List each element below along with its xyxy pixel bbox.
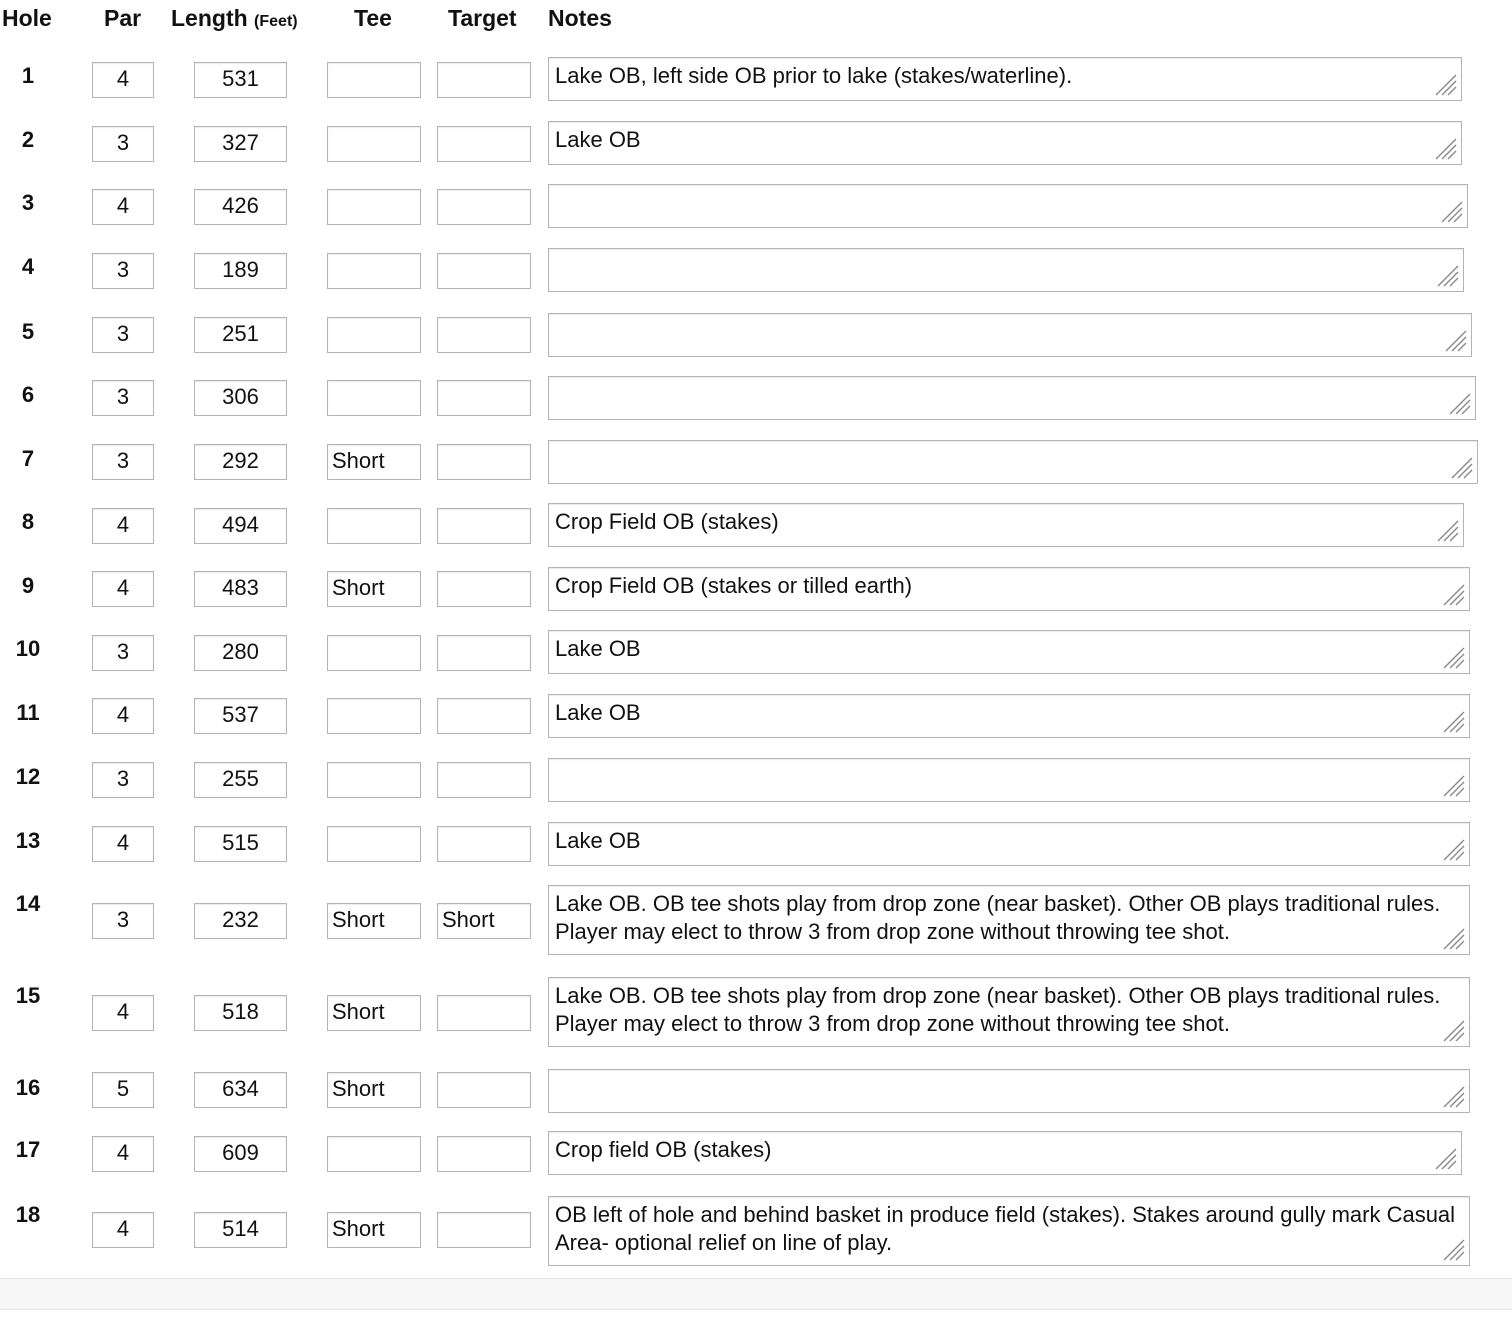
target-input[interactable] <box>437 762 531 798</box>
resize-grip-icon[interactable] <box>1432 1145 1458 1171</box>
header-notes: Notes <box>548 5 612 31</box>
length-input[interactable]: 327 <box>194 126 287 162</box>
notes-textarea[interactable] <box>548 1131 1462 1175</box>
notes-textarea[interactable] <box>548 1069 1470 1113</box>
par-input[interactable]: 4 <box>92 826 154 862</box>
resize-grip-icon[interactable] <box>1440 1017 1466 1043</box>
length-input[interactable]: 609 <box>194 1136 287 1172</box>
target-input[interactable] <box>437 189 531 225</box>
resize-grip-icon[interactable] <box>1442 327 1468 353</box>
target-input[interactable] <box>437 1072 531 1108</box>
par-input[interactable]: 4 <box>92 995 154 1031</box>
header-length-unit: (Feet) <box>254 13 298 30</box>
hole-number: 6 <box>21 382 35 407</box>
resize-grip-icon[interactable] <box>1434 262 1460 288</box>
tee-input[interactable] <box>327 380 421 416</box>
length-input[interactable]: 531 <box>194 62 287 98</box>
length-input[interactable]: 280 <box>194 635 287 671</box>
notes-text: Lake OB, left side OB prior to lake (stakes/waterline). <box>555 63 1073 88</box>
notes-textarea[interactable] <box>548 758 1470 802</box>
footer-bar <box>0 1278 1512 1310</box>
par-input[interactable]: 3 <box>92 126 154 162</box>
resize-grip-icon[interactable] <box>1434 517 1460 543</box>
target-input[interactable] <box>437 1136 531 1172</box>
hole-number: 17 <box>15 1137 41 1162</box>
notes-textarea[interactable] <box>548 1196 1470 1266</box>
hole-number: 8 <box>21 509 35 534</box>
length-input[interactable]: 494 <box>194 508 287 544</box>
notes-text: Crop field OB (stakes) <box>555 1137 772 1162</box>
notes-text: Lake OB <box>555 700 641 725</box>
resize-grip-icon[interactable] <box>1440 772 1466 798</box>
hole-number: 14 <box>15 891 41 916</box>
length-input[interactable]: 634 <box>194 1072 287 1108</box>
target-input[interactable] <box>437 571 531 607</box>
target-input[interactable] <box>437 380 531 416</box>
resize-grip-icon[interactable] <box>1440 1083 1466 1109</box>
target-input[interactable] <box>437 1212 531 1248</box>
tee-input[interactable]: Short <box>327 995 421 1031</box>
length-input[interactable]: 255 <box>194 762 287 798</box>
header-length-label: Length <box>171 5 248 31</box>
notes-text: Crop Field OB (stakes) <box>555 509 779 534</box>
notes-text: OB left of hole and behind basket in produce field (stakes). Stakes around gully mark Casual Area- optional relief on line of play. <box>555 1202 1456 1255</box>
header-length <box>171 5 298 32</box>
length-input[interactable]: 515 <box>194 826 287 862</box>
notes-text: Lake OB. OB tee shots play from drop zone (near basket). Other OB plays traditional rules. Player may elect to throw 3 from drop zone without throwing tee shot. <box>555 983 1441 1036</box>
par-input[interactable]: 3 <box>92 903 154 939</box>
resize-grip-icon[interactable] <box>1448 454 1474 480</box>
tee-input[interactable] <box>327 1136 421 1172</box>
par-input[interactable]: 4 <box>92 698 154 734</box>
header-target: Target <box>448 5 517 31</box>
tee-input[interactable] <box>327 189 421 225</box>
notes-text: Lake OB. OB tee shots play from drop zone (near basket). Other OB plays traditional rules. Player may elect to throw 3 from drop zone without throwing tee shot. <box>555 891 1441 944</box>
notes-textarea[interactable] <box>548 313 1472 357</box>
tee-input[interactable] <box>327 508 421 544</box>
length-input[interactable]: 483 <box>194 571 287 607</box>
notes-textarea[interactable] <box>548 694 1470 738</box>
target-input[interactable] <box>437 995 531 1031</box>
tee-input[interactable]: Short <box>327 903 421 939</box>
target-input[interactable] <box>437 826 531 862</box>
length-input[interactable]: 189 <box>194 253 287 289</box>
target-input[interactable] <box>437 444 531 480</box>
notes-text: Lake OB <box>555 127 641 152</box>
par-input[interactable]: 3 <box>92 444 154 480</box>
par-input[interactable]: 4 <box>92 1136 154 1172</box>
par-input[interactable]: 4 <box>92 62 154 98</box>
hole-number: 10 <box>15 636 41 661</box>
header-hole: Hole <box>2 5 52 31</box>
tee-input[interactable] <box>327 317 421 353</box>
resize-grip-icon[interactable] <box>1440 836 1466 862</box>
resize-grip-icon[interactable] <box>1432 71 1458 97</box>
par-input[interactable]: 3 <box>92 317 154 353</box>
notes-textarea[interactable] <box>548 885 1470 955</box>
notes-text: Lake OB <box>555 636 641 661</box>
notes-textarea[interactable] <box>548 376 1476 420</box>
resize-grip-icon[interactable] <box>1446 390 1472 416</box>
par-input[interactable]: 4 <box>92 189 154 225</box>
hole-number: 15 <box>15 983 41 1008</box>
resize-grip-icon[interactable] <box>1440 925 1466 951</box>
length-input[interactable]: 518 <box>194 995 287 1031</box>
tee-input[interactable]: Short <box>327 1072 421 1108</box>
tee-input[interactable] <box>327 762 421 798</box>
target-input[interactable] <box>437 635 531 671</box>
hole-number: 11 <box>16 700 40 725</box>
hole-number: 13 <box>15 828 41 853</box>
header-tee: Tee <box>354 5 392 31</box>
target-input[interactable] <box>437 126 531 162</box>
hole-number: 16 <box>15 1075 41 1100</box>
tee-input[interactable] <box>327 826 421 862</box>
notes-textarea[interactable] <box>548 184 1468 228</box>
par-input[interactable]: 4 <box>92 1212 154 1248</box>
length-input[interactable]: 306 <box>194 380 287 416</box>
resize-grip-icon[interactable] <box>1440 708 1466 734</box>
par-input[interactable]: 5 <box>92 1072 154 1108</box>
tee-input[interactable]: Short <box>327 571 421 607</box>
hole-number: 5 <box>21 319 35 344</box>
notes-textarea[interactable] <box>548 248 1464 292</box>
length-input[interactable]: 426 <box>194 189 287 225</box>
header-par: Par <box>104 5 142 31</box>
hole-number: 2 <box>21 127 35 152</box>
notes-textarea[interactable] <box>548 630 1470 674</box>
notes-textarea[interactable] <box>548 121 1462 165</box>
hole-number: 3 <box>21 190 35 215</box>
par-input[interactable]: 3 <box>92 762 154 798</box>
target-input[interactable]: Short <box>437 903 531 939</box>
resize-grip-icon[interactable] <box>1438 198 1464 224</box>
par-input[interactable]: 3 <box>92 253 154 289</box>
notes-textarea[interactable] <box>548 822 1470 866</box>
hole-number: 1 <box>21 63 35 88</box>
tee-input[interactable]: Short <box>327 444 421 480</box>
target-input[interactable] <box>437 508 531 544</box>
target-input[interactable] <box>437 698 531 734</box>
notes-text: Lake OB <box>555 828 641 853</box>
tee-input[interactable] <box>327 62 421 98</box>
resize-grip-icon[interactable] <box>1440 644 1466 670</box>
hole-number: 9 <box>21 573 35 598</box>
target-input[interactable] <box>437 62 531 98</box>
notes-text: Crop Field OB (stakes or tilled earth) <box>555 573 913 598</box>
tee-input[interactable] <box>327 126 421 162</box>
par-input[interactable]: 3 <box>92 380 154 416</box>
length-input[interactable]: 292 <box>194 444 287 480</box>
notes-textarea[interactable] <box>548 57 1462 101</box>
length-input[interactable]: 232 <box>194 903 287 939</box>
length-input[interactable]: 251 <box>194 317 287 353</box>
notes-textarea[interactable] <box>548 503 1464 547</box>
tee-input[interactable] <box>327 635 421 671</box>
resize-grip-icon[interactable] <box>1440 581 1466 607</box>
notes-textarea[interactable] <box>548 977 1470 1047</box>
tee-input[interactable]: Short <box>327 1212 421 1248</box>
tee-input[interactable] <box>327 253 421 289</box>
hole-number: 18 <box>15 1202 41 1227</box>
target-input[interactable] <box>437 253 531 289</box>
notes-textarea[interactable] <box>548 567 1470 611</box>
length-input[interactable]: 537 <box>194 698 287 734</box>
hole-number: 7 <box>21 446 35 471</box>
length-input[interactable]: 514 <box>194 1212 287 1248</box>
par-input[interactable]: 4 <box>92 508 154 544</box>
notes-textarea[interactable] <box>548 440 1478 484</box>
resize-grip-icon[interactable] <box>1432 135 1458 161</box>
par-input[interactable]: 3 <box>92 635 154 671</box>
target-input[interactable] <box>437 317 531 353</box>
hole-number: 4 <box>21 254 35 279</box>
resize-grip-icon[interactable] <box>1440 1236 1466 1262</box>
hole-number: 12 <box>15 764 41 789</box>
par-input[interactable]: 4 <box>92 571 154 607</box>
tee-input[interactable] <box>327 698 421 734</box>
